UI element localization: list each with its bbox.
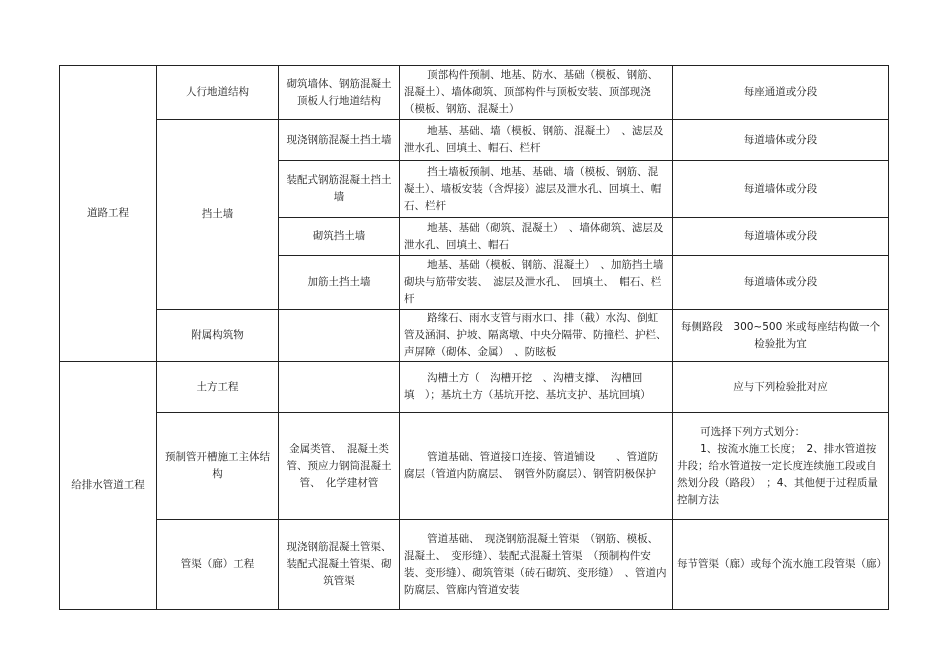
type-cell: 现浇钢筋混凝土挡土墙 (279, 120, 400, 161)
lot-cell: 每节管渠（廊）或每个流水施工段管渠（廊） (673, 520, 889, 610)
table-row (60, 120, 889, 161)
type-cell (279, 310, 400, 362)
unit-cell: 人行地道结构 (157, 66, 279, 120)
lot-cell: 每座通道或分段 (673, 66, 889, 120)
lot-cell (673, 413, 889, 520)
unit-cell: 挡土墙 (157, 120, 279, 310)
category-cell: 道路工程 (60, 66, 157, 362)
item-cell: 挡土墙板预制、地基、基础、墙（模板、钢筋、混凝土）、墙板安装（含焊接）滤层及泄水孔、回填土、帽石、栏杆 (400, 161, 673, 218)
item-cell: 管道基础、管道接口连接、管道铺设 、管道防腐层（管道内防腐层、 钢管外防腐层）、钢管阴极保护 (400, 413, 673, 520)
unit-cell: 管渠（廊）工程 (157, 520, 279, 610)
type-cell: 现浇钢筋混凝土管渠、装配式混凝土管渠、砌筑管渠 (279, 520, 400, 610)
lot-note-body: 1、按流水施工长度； 2、排水管道按井段；给水管道按一定长度连续施工段或自然划分段（路段） ；4、其他便于过程质量控制方法 (677, 442, 878, 506)
unit-cell: 附属构筑物 (157, 310, 279, 362)
type-cell: 加筋土挡土墙 (279, 256, 400, 310)
type-cell: 砌筑挡土墙 (279, 218, 400, 256)
item-cell: 地基、基础（模板、钢筋、混凝土） 、加筋挡土墙砌块与筋带安装、 滤层及泄水孔、 回填土、 帽石、栏杆 (400, 256, 673, 310)
lot-cell: 每道墙体或分段 (673, 161, 889, 218)
table-row (60, 310, 889, 362)
table-row (60, 66, 889, 120)
lot-cell: 每道墙体或分段 (673, 218, 889, 256)
lot-note-title: 可选择下列方式划分： (700, 425, 806, 438)
item-cell: 沟槽土方（ 沟槽开挖 、沟槽支撑、 沟槽回填 ）；基坑土方（基坑开挖、基坑支护、基坑回填） (400, 362, 673, 413)
table-row (60, 413, 889, 520)
type-cell (279, 362, 400, 413)
inspection-lot-table (59, 65, 889, 610)
lot-cell: 应与下列检验批对应 (673, 362, 889, 413)
lot-cell: 每侧路段 300~500 米或每座结构做一个检验批为宜 (673, 310, 889, 362)
item-cell: 顶部构件预制、地基、防水、基础（模板、钢筋、混凝土）、墙体砌筑、顶部构件与顶板安装、顶部现浇（模板、钢筋、混凝土） (400, 66, 673, 120)
type-cell: 砌筑墙体、钢筋混凝土顶板人行地道结构 (279, 66, 400, 120)
item-cell: 地基、基础、墙（模板、钢筋、混凝土） 、滤层及泄水孔、回填土、帽石、栏杆 (400, 120, 673, 161)
type-cell: 金属类管、 混凝土类管、预应力钢筒混凝土管、 化学建材管 (279, 413, 400, 520)
item-cell: 管道基础、 现浇钢筋混凝土管渠 （钢筋、模板、混凝土、 变形缝）、装配式混凝土管渠 （预制构件安装、变形缝）、砌筑管渠（砖石砌筑、变形缝） 、管道内防腐层、管廊内管道安装 (400, 520, 673, 610)
category-cell: 给排水管道工程 (60, 362, 157, 610)
item-cell: 地基、基础（砌筑、混凝土） 、墙体砌筑、滤层及泄水孔、回填土、帽石 (400, 218, 673, 256)
item-cell: 路缘石、雨水支管与雨水口、排（截）水沟、倒虹管及涵洞、护坡、隔离墩、中央分隔带、防撞栏、护栏、声屏障（砌体、金属） 、防眩板 (400, 310, 673, 362)
table-row (60, 520, 889, 610)
lot-cell: 每道墙体或分段 (673, 256, 889, 310)
type-cell: 装配式钢筋混凝土挡土墙 (279, 161, 400, 218)
table-row (60, 362, 889, 413)
unit-cell: 预制管开槽施工主体结构 (157, 413, 279, 520)
unit-cell: 土方工程 (157, 362, 279, 413)
lot-cell: 每道墙体或分段 (673, 120, 889, 161)
